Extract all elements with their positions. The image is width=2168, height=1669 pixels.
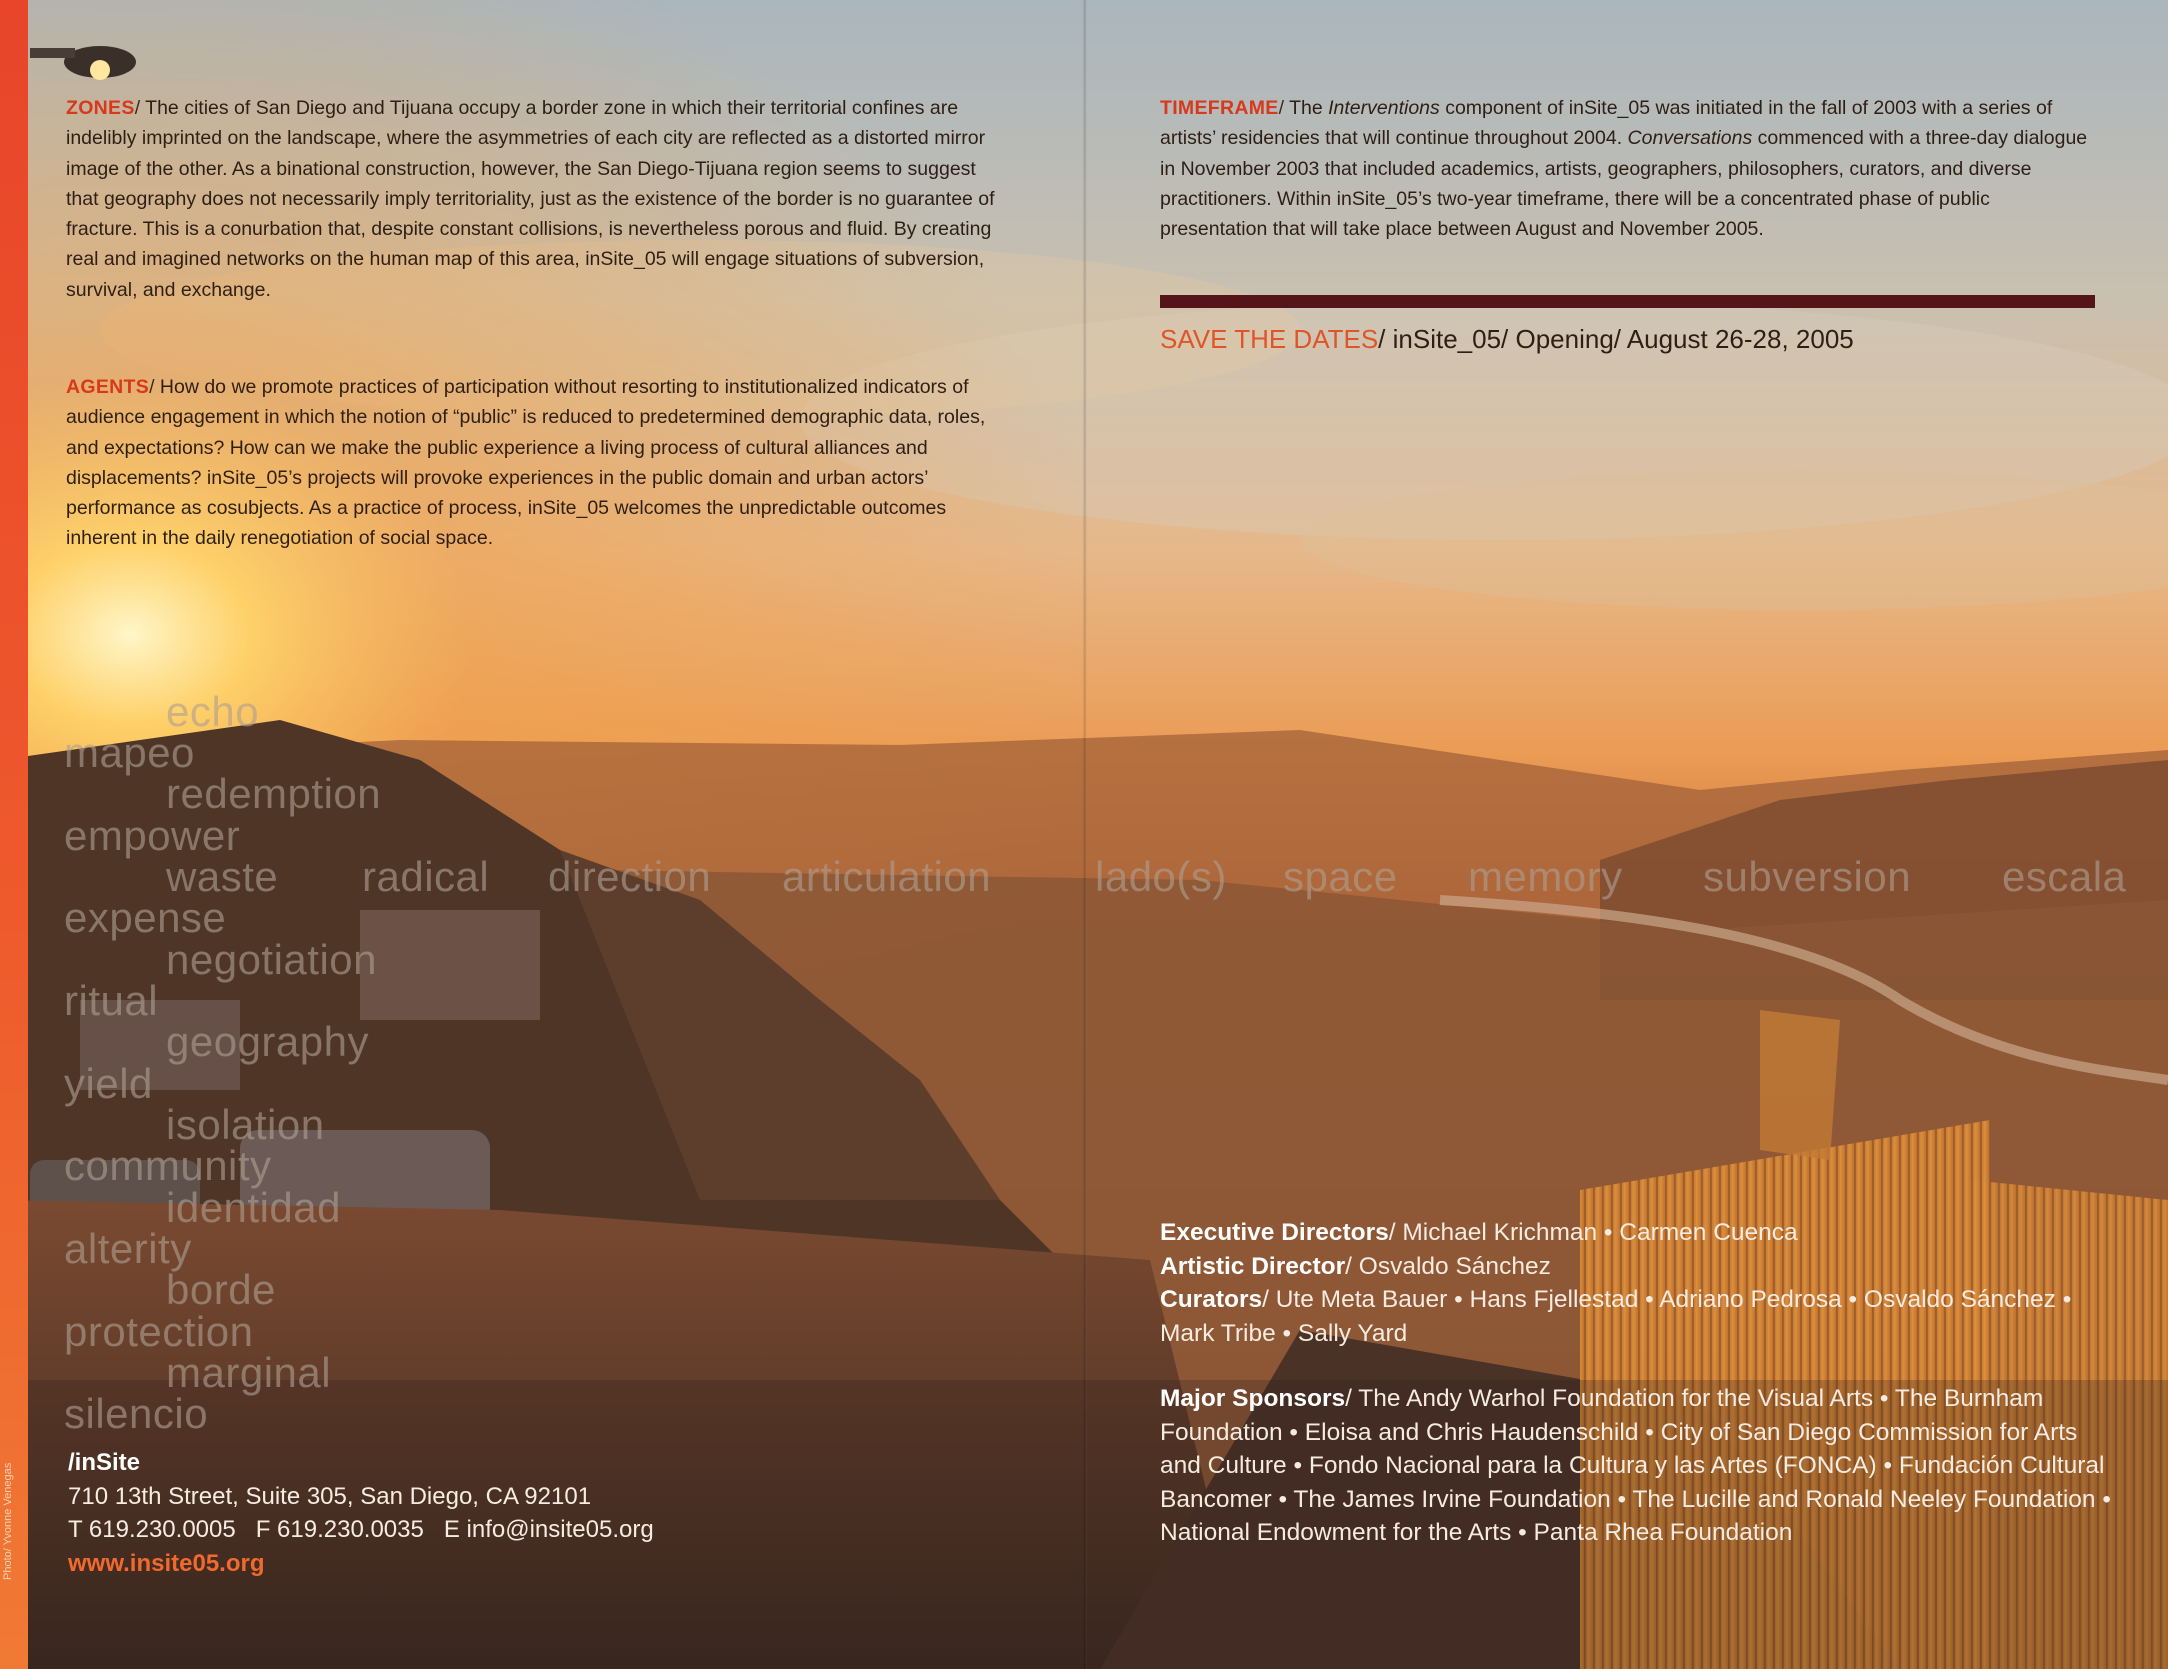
timeframe-em-conversations: Conversations bbox=[1627, 127, 1753, 150]
curators-label: Curators bbox=[1160, 1286, 1263, 1313]
zones-heading: ZONES bbox=[66, 97, 135, 119]
word-protection: protection bbox=[64, 1308, 254, 1355]
artistic-director-name: / Osvaldo Sánchez bbox=[1345, 1252, 1551, 1280]
word-articulation: articulation bbox=[782, 853, 992, 900]
word-radical: radical bbox=[362, 853, 490, 900]
word-identidad: identidad bbox=[166, 1184, 341, 1231]
agents-heading: AGENTS bbox=[66, 376, 150, 398]
timeframe-text-1: The bbox=[1289, 97, 1329, 119]
word-geography: geography bbox=[166, 1018, 369, 1065]
save-the-dates-text: / inSite_05/ Opening/ August 26-28, 2005 bbox=[1378, 324, 1854, 354]
major-sponsors bbox=[1160, 1382, 2120, 1550]
word-ritual: ritual bbox=[64, 977, 159, 1024]
timeframe-text-2: component of inSite_05 was initiated in the fall of 2003 with a series of artists’ residencies that will continue throughout 2004. bbox=[1160, 97, 2053, 150]
word-memory: memory bbox=[1468, 853, 1623, 900]
divider-bar bbox=[1160, 295, 2095, 308]
word-echo: echo bbox=[166, 688, 260, 735]
curators bbox=[1160, 1283, 2120, 1350]
word-waste: waste bbox=[166, 853, 279, 900]
artistic-director-label: Artistic Director bbox=[1160, 1252, 1346, 1280]
word-redemption: redemption bbox=[166, 770, 382, 817]
word-yield: yield bbox=[64, 1060, 153, 1107]
word-silencio: silencio bbox=[64, 1390, 209, 1437]
timeframe-heading: TIMEFRAME bbox=[1160, 97, 1279, 119]
mailing-address: 710 13th Street, Suite 305, San Diego, CA 92101 bbox=[68, 1482, 592, 1510]
executive-directors bbox=[1160, 1216, 2120, 1250]
website-link[interactable]: www.insite05.org bbox=[68, 1549, 265, 1577]
word-alterity: alterity bbox=[64, 1225, 192, 1272]
zones-paragraph: ZONES/ The cities of San Diego and Tijuana occupy a border zone in which their territorial confines are indelibly imprinted on the landscape, where the asymmetries of each city are reflected as a distorted mirror image of the other. As a binational construction, however, the San Diego-Tijuana region seems to suggest that geography does not necessarily imply territoriality, just as the existence of the border is no guarantee of fracture. This is a conurbation that, despite constant collisions, is nevertheless porous and fluid. By creating real and imagined networks on the human map of this area, inSite_05 will engage situations of subversion, survival, and exchange. bbox=[66, 97, 995, 301]
timeframe-em-interventions: Interventions bbox=[1328, 97, 1440, 119]
executive-directors-names: / Michael Krichman • Carmen Cuenca bbox=[1388, 1219, 1798, 1246]
word-mapeo: mapeo bbox=[64, 729, 195, 776]
word-escala: escala bbox=[2002, 853, 2127, 900]
word-negotiation: negotiation bbox=[166, 936, 378, 983]
word-isolation: isolation bbox=[166, 1101, 325, 1148]
word-subversion: subversion bbox=[1703, 853, 1912, 900]
photo-credit: Photo/ Yvonne Venegas bbox=[2, 1462, 14, 1580]
curators-names: / Ute Meta Bauer • Hans Fjellestad • Adriano Pedrosa • Osvaldo Sánchez • Mark Tribe • Sally Yard bbox=[1160, 1286, 2072, 1347]
page-fold bbox=[1083, 0, 1087, 1669]
word-space: space bbox=[1283, 853, 1398, 900]
save-the-dates bbox=[1160, 324, 1854, 355]
zones-text: The cities of San Diego and Tijuana occupy a border zone in which their territorial confines are indelibly imprinted on the landscape, where the asymmetries of each city are reflected as a distorted mirror image of the other. As a binational construction, however, the San Diego-Tijuana region seems to suggest that geography does not necessarily imply territoriality, just as the existence of the border is no guarantee of fracture. This is a conurbation that, despite constant collisions, is nevertheless porous and fluid. By creating real and imagined networks on the human map of this area, inSite_05 will engage situations of subversion, survival, and exchange. bbox=[66, 97, 995, 301]
insite-name: /inSite bbox=[68, 1449, 141, 1476]
timeframe-text-3: commenced with a three-day dialogue in November 2003 that included academics, artists, geographers, philosophers, curators, and diverse practitioners. Within inSite_05’s two-year timeframe, there will be a concentrated phase of public presentation that will take place between August and November 2005. bbox=[1160, 127, 2088, 241]
word-community: community bbox=[64, 1142, 272, 1189]
word-expense: expense bbox=[64, 894, 227, 941]
executive-directors-label: Executive Directors bbox=[1160, 1219, 1389, 1246]
agents-paragraph: AGENTS/ How do we promote practices of participation without resorting to institutionalized indicators of audience engagement in which the notion of “public” is reduced to predetermined demographic data, roles, and expectations? How can we make the public experience a living process of cultural alliances and displacements? inSite_05’s projects will provoke experiences in the public domain and urban actors’ performance as cosubjects. As a practice of process, inSite_05 welcomes the unpredictable outcomes inherent in the daily renegotiation of social space. bbox=[66, 376, 986, 550]
agents-text: How do we promote practices of participation without resorting to institutionalized indicators of audience engagement in which the notion of “public” is reduced to predetermined demographic data, roles, and expectations? How can we make the public experience a living process of cultural alliances and displacements? inSite_05’s projects will provoke experiences in the public domain and urban actors’ performance as cosubjects. As a practice of process, inSite_05 welcomes the unpredictable outcomes inherent in the daily renegotiation of social space. bbox=[66, 376, 986, 550]
credits-block bbox=[1160, 1216, 2120, 1550]
word-marginal: marginal bbox=[166, 1349, 332, 1396]
artistic-director bbox=[1160, 1250, 2120, 1284]
save-the-dates-label: SAVE THE DATES bbox=[1160, 324, 1379, 354]
timeframe-paragraph: TIMEFRAME/ The Interventions component of inSite_05 was initiated in the fall of 2003 with a series of artists’ residencies that will continue throughout 2004. Conversations commenced with a three-day dialogue in November 2003 that included academics, artists, geographers, philosophers, curators, and diverse practitioners. Within inSite_05’s two-year timeframe, there will be a concentrated phase of public presentation that will take place between August and November 2005. bbox=[1160, 97, 2088, 241]
word-borde: borde bbox=[166, 1266, 276, 1313]
contact-block bbox=[68, 1446, 654, 1580]
phone-fax-email: T 619.230.0005 F 619.230.0035 E info@insite05.org bbox=[68, 1516, 654, 1543]
word-direction: direction bbox=[548, 853, 712, 900]
major-sponsors-names: / The Andy Warhol Foundation for the Visual Arts • The Burnham Foundation • Eloisa and Chris Haudenschild • City of San Diego Commission for Arts and Culture • Fondo Nacional para la Cultura y las Artes (FONCA) • Fundación Cultural Bancomer • The James Irvine Foundation • The Lucille and Ronald Neeley Foundation • National Endowment for the Arts • Panta Rhea Foundation bbox=[1160, 1385, 2111, 1546]
word-empower: empower bbox=[64, 812, 241, 859]
word-lados: lado(s) bbox=[1095, 853, 1227, 900]
major-sponsors-label: Major Sponsors bbox=[1160, 1385, 1346, 1412]
